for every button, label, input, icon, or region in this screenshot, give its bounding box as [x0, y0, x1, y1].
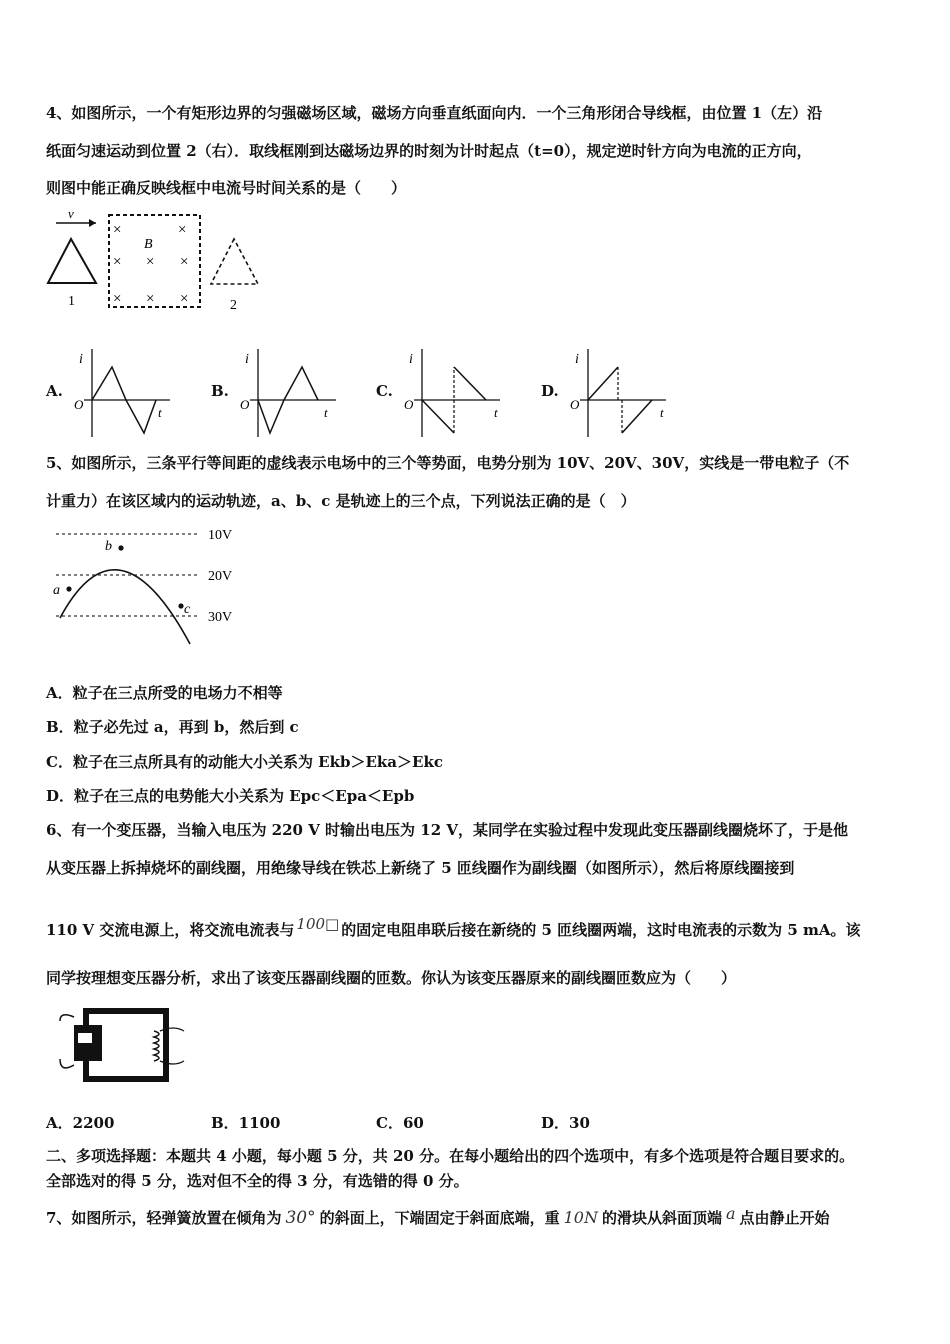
q4-line3: 则图中能正确反映线框中电流号时间关系的是（ ）	[46, 179, 407, 197]
q4-option-c-label[interactable]: C.	[376, 382, 393, 400]
particle-trajectory	[60, 570, 190, 644]
svg-text:t: t	[158, 405, 162, 420]
svg-text:i: i	[79, 352, 83, 367]
q6-line3: 110 V 交流电源上，将交流电流表与 100□ 的固定电阻串联后接在新绕的 5 匝线圈两端，这时电流表的示数为 5 mA。该	[46, 915, 861, 939]
point-a-label: a	[53, 583, 60, 598]
label-30v: 30V	[208, 610, 233, 625]
q4-option-a-graph[interactable]	[70, 345, 180, 440]
q4-option-b-graph[interactable]	[236, 345, 346, 440]
svg-text:O: O	[240, 397, 250, 412]
q4-option-a-label[interactable]: A.	[46, 382, 63, 400]
cross-mark: ×	[113, 222, 122, 238]
weight-value: 10N	[563, 1208, 598, 1227]
section2-line2: 全部选对的得 5 分，选对但不全的得 3 分，有选错的得 0 分。	[46, 1172, 469, 1190]
svg-text:t: t	[324, 405, 328, 420]
q5-option-c[interactable]: C．粒子在三点所具有的动能大小关系为 Ekb＞Eka＞Ekc	[46, 753, 443, 771]
q4-line2: 纸面匀速运动到位置 2（右）．取线框刚到达磁场边界的时刻为计时起点（t=0），规定逆时针方向为电流的正方向，	[46, 142, 812, 160]
svg-text:O: O	[404, 397, 414, 412]
cross-mark: ×	[146, 254, 155, 270]
cross-mark: ×	[113, 291, 122, 307]
velocity-label: v	[68, 206, 74, 221]
label-20v: 20V	[208, 569, 233, 584]
svg-text:i: i	[245, 352, 249, 367]
svg-text:i: i	[409, 352, 413, 367]
q4-option-c-graph[interactable]	[400, 345, 510, 440]
triangle-position-2	[211, 239, 258, 284]
point-c-label: c	[184, 602, 191, 617]
angle-value: 30°	[285, 1208, 316, 1228]
q6-line4: 同学按理想变压器分析，求出了该变压器副线圈的匝数。你认为该变压器原来的副线圈匝数应为（ ）	[46, 969, 737, 987]
q5-option-d[interactable]: D．粒子在三点的电势能大小关系为 Epc＜Epa＜Epb	[46, 787, 415, 805]
q6-choice-d[interactable]: D．30	[541, 1114, 590, 1132]
q6-line2: 从变压器上拆掉烧坏的副线圈，用绝缘导线在铁芯上新绕了 5 匝线圈作为副线圈（如图所示），然后将原线圈接到	[46, 859, 795, 877]
q4-option-d-graph[interactable]	[566, 345, 676, 440]
svg-text:t: t	[494, 405, 498, 420]
q6-choice-b[interactable]: B．1100	[211, 1114, 281, 1132]
svg-text:O: O	[74, 397, 84, 412]
q7-line1: 7、如图所示，轻弹簧放置在倾角为 30° 的斜面上，下端固定于斜面底端，重 10N 的滑块从斜面顶端 a 点由静止开始	[46, 1204, 830, 1228]
position-1-label: 1	[68, 294, 75, 309]
point-b-label: b	[105, 539, 112, 554]
svg-text:O: O	[570, 397, 580, 412]
q6-transformer-figure	[56, 1003, 191, 1085]
position-2-label: 2	[230, 298, 237, 313]
cross-mark: ×	[178, 222, 187, 238]
cross-mark: ×	[180, 291, 189, 307]
q4-option-b-label[interactable]: B.	[211, 382, 229, 400]
triangle-position-1	[48, 239, 96, 283]
cross-mark: ×	[146, 291, 155, 307]
q6-line1: 6、有一个变压器，当输入电压为 220 V 时输出电压为 12 V，某同学在实验过程中发现此变压器副线圈烧坏了，于是他	[46, 821, 849, 839]
svg-text:i: i	[575, 352, 579, 367]
resistance-value: 100□	[296, 915, 340, 933]
cross-mark: ×	[180, 254, 189, 270]
q4-option-d-label[interactable]: D.	[541, 382, 559, 400]
field-b-label: B	[144, 237, 153, 252]
q5-equipotential-figure	[48, 520, 258, 650]
secondary-coil	[154, 1031, 159, 1061]
q5-line1: 5、如图所示，三条平行等间距的虚线表示电场中的三个等势面，电势分别为 10V、20V、30V，实线是一带电粒子（不	[46, 454, 850, 472]
svg-text:t: t	[660, 405, 664, 420]
q6-choice-a[interactable]: A．2200	[46, 1114, 115, 1132]
label-10v: 10V	[208, 528, 233, 543]
q6-choice-c[interactable]: C．60	[376, 1114, 424, 1132]
q5-option-b[interactable]: B．粒子必先过 a，再到 b，然后到 c	[46, 718, 299, 736]
q5-option-a[interactable]: A．粒子在三点所受的电场力不相等	[46, 684, 283, 702]
point-a-symbol: a	[725, 1204, 736, 1223]
cross-mark: ×	[113, 254, 122, 270]
section2-line1: 二、多项选择题：本题共 4 小题，每小题 5 分，共 20 分。在每小题给出的四个选项中，有多个选项是符合题目要求的。	[46, 1147, 855, 1165]
q5-line2: 计重力）在该区域内的运动轨迹，a、b、c 是轨迹上的三个点，下列说法正确的是（ ）	[46, 492, 636, 510]
q4-magnetic-field-figure	[40, 205, 280, 315]
q4-line1: 4、如图所示，一个有矩形边界的匀强磁场区域，磁场方向垂直纸面向内．一个三角形闭合导线框，由位置 1（左）沿	[46, 104, 823, 122]
